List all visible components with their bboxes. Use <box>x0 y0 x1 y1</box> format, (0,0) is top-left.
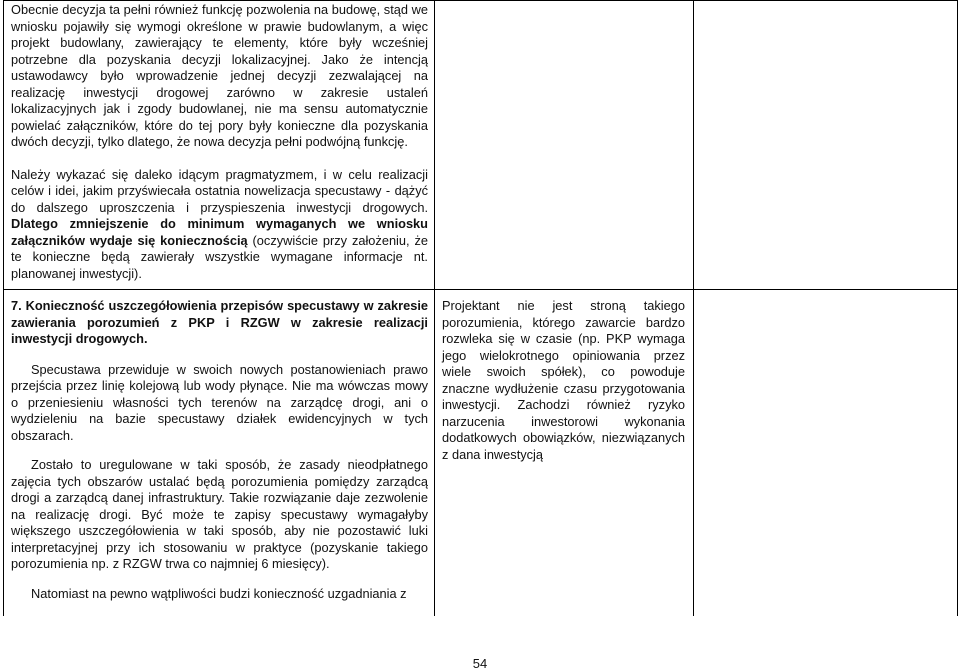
middle-cell-bottom <box>442 298 685 463</box>
page-number: 54 <box>472 656 488 671</box>
paragraph: Obecnie decyzja ta pełni również funkcję pozwolenia na budowę, stąd we wniosku pojawiły się wymogi określone w prawie budowlanym, a więc projekt budowlany, zawierający te elementy, które były wcześniej potrzebne dla pozyskania decyzji lokalizacyjnej. Jako że intencją ustawodawcy było wprowadzenie jednej decyzji zezwalającej na realizację inwestycji drogowej zarówno w zakresie ustaleń lokalizacyjnych jak i zgody budowlanej, nie ma sensu automatycznie powielać załączników, które do tej pory były konieczne dla pozyskania dwóch decyzji, tylko dlatego, że nowa decyzja pełni podwójną funkcję. <box>11 2 428 149</box>
paragraph: Specustawa przewiduje w swoich nowych postanowieniach prawo przejścia przez linię kolejową lub wody płynące. Nie ma wówczas mowy o przeniesieniu własności tych terenów na zarządcę drogi, ani o wydzieleniu na bazie specustawy działek ewidencyjnych w tych obszarach. <box>11 361 428 443</box>
table-border-right <box>957 0 958 616</box>
row-separator <box>3 289 958 290</box>
table-border-left <box>3 0 4 616</box>
table-divider-2 <box>693 0 694 616</box>
table-border-top <box>3 0 958 1</box>
paragraph: Należy wykazać się daleko idącym pragmatyzmem, i w celu realizacji celów i idei, jakim przyświecała ostatnia nowelizacja specustawy - dążyć do dalszego uproszczenia i przyspieszenia inwestycji drogowych. Dlatego zmniejszenie do minimum wymaganych we wniosku załączników wydaje się koniecznością (oczywiście przy założeniu, że te konieczne będą zawierały wszystkie wymagane informacje nt. planowanej inwestycji). <box>11 166 428 281</box>
table-divider-1 <box>434 0 435 616</box>
left-cell-bottom <box>11 298 428 602</box>
section-heading: 7. Konieczność uszczegółowienia przepisów specustawy w zakresie zawierania porozumień z PKP i RZGW w zakresie realizacji inwestycji drogowych. <box>11 298 428 346</box>
paragraph: Zostało to uregulowane w taki sposób, że zasady nieodpłatnego zajęcia tych obszarów ustalać będą porozumienia pomiędzy zarządcą drogi a zarządcą danej infrastruktury. Takie rozwiązanie daje zezwolenie na realizację drogi. Być może te zapisy specustawy wymagałyby większego uszczegółowienia w taki sposób, aby nie pozostawić luki interpretacyjnej przy ich stosowaniu w praktyce (pozyskanie takiego porozumienia np. z RZGW trwa co najmniej 6 miesięcy). <box>11 457 428 571</box>
left-cell-top <box>11 2 428 282</box>
paragraph: Projektant nie jest stroną takiego porozumienia, którego zawarcie bardzo rozwleka się w czasie (np. PKP wymaga jego wielokrotnego opiniowania przez wiele swoich spółek), co powoduje znaczne wydłużenie czasu przygotowania inwestycji. Zachodzi również ryzyko narzucenia inwestorowi wykonania dodatkowych obowiązków, niezwiązanych z dana inwestycją <box>442 298 685 462</box>
paragraph: Natomiast na pewno wątpliwości budzi konieczność uzgadniania z <box>31 585 407 601</box>
